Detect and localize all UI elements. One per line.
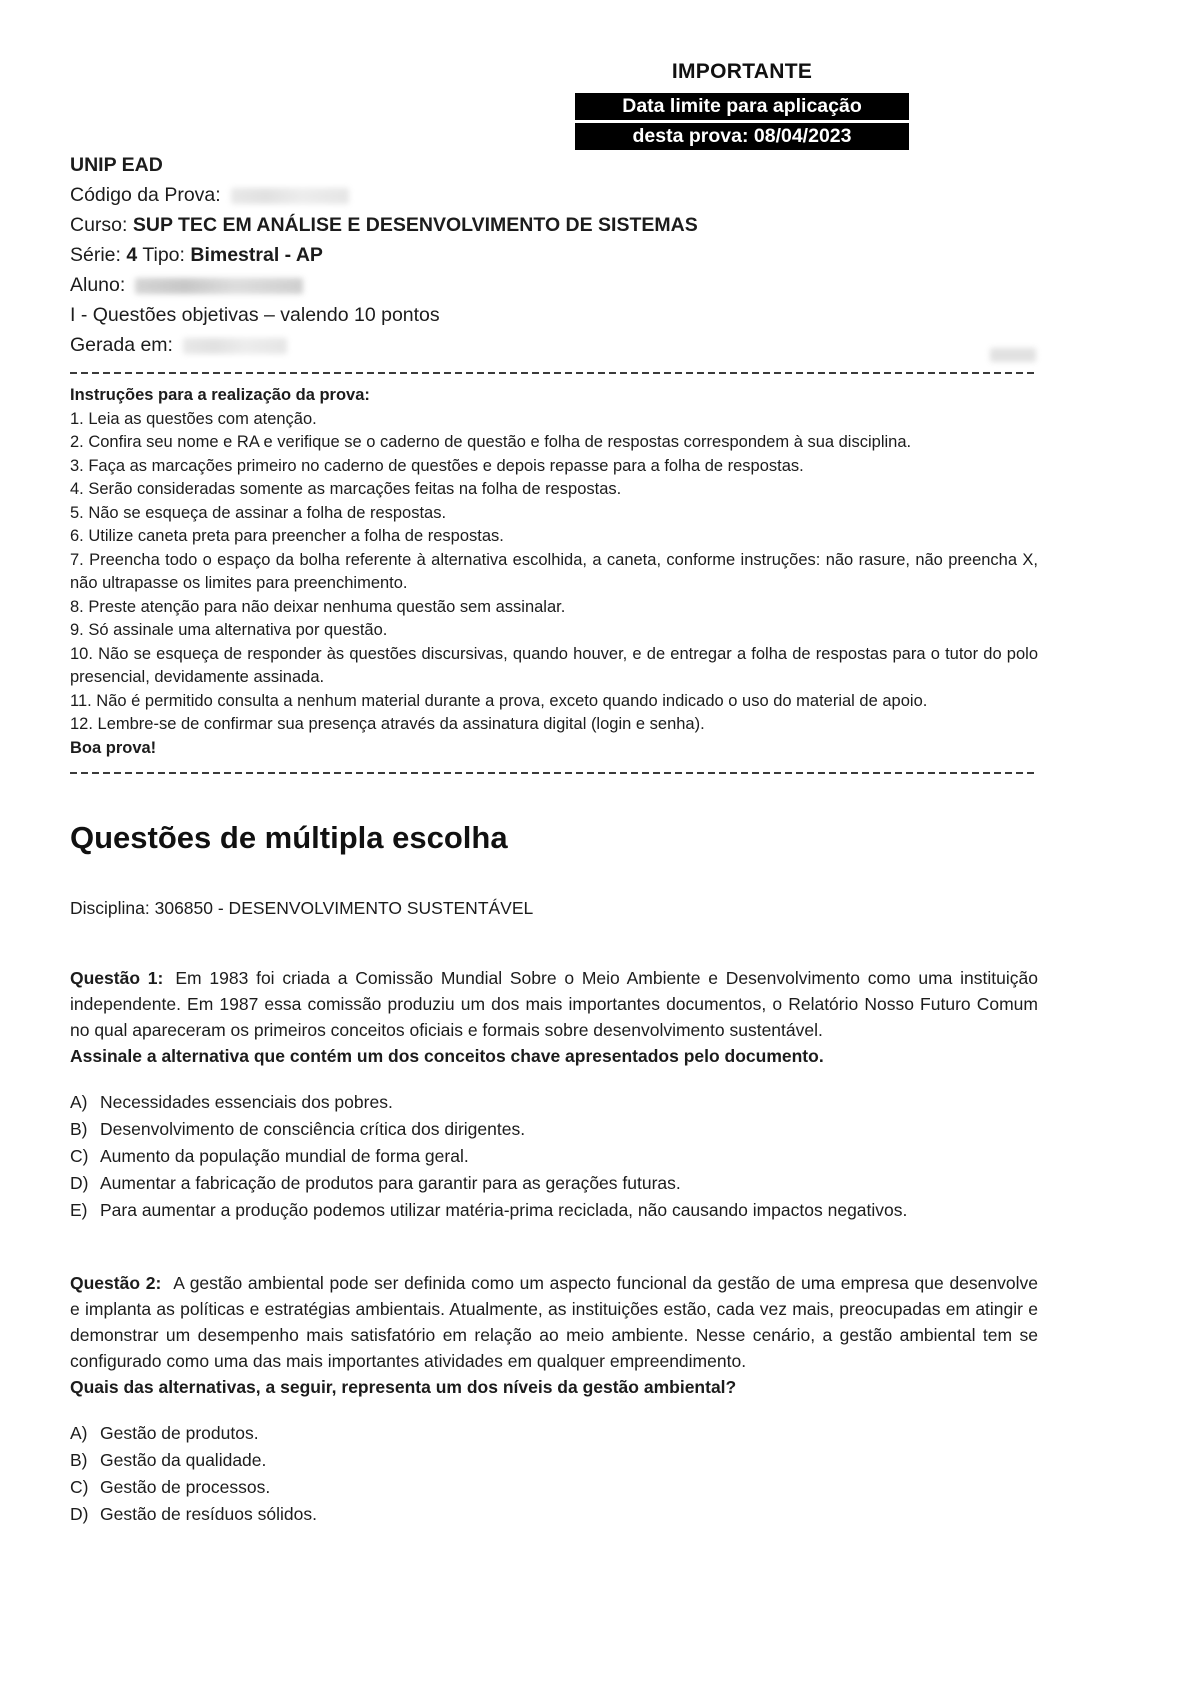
option-text: Para aumentar a produção podemos utilizar matéria-prima reciclada, não causando impactos negativos. xyxy=(100,1200,908,1220)
tipo-value: Bimestral - AP xyxy=(190,244,323,266)
dashed-separator-bottom xyxy=(70,772,1038,774)
instruction-item: 8. Preste atenção para não deixar nenhuma questão sem assinalar. xyxy=(70,597,566,616)
instruction-item: 7. Preencha todo o espaço da bolha referente à alternativa escolhida, a caneta, conforme instruções: não rasure, não preencha X, não ultrapasse os limites para preenchimento. xyxy=(70,550,1038,592)
instructions-block xyxy=(70,384,1038,760)
serie-value: 4 xyxy=(126,244,138,266)
importante-heading: IMPORTANTE xyxy=(671,60,813,83)
option-row xyxy=(70,1447,1038,1474)
dashed-separator-top xyxy=(70,372,1038,374)
option-letter: E) xyxy=(70,1200,88,1220)
instruction-item: 1. Leia as questões com atenção. xyxy=(70,409,317,428)
option-row xyxy=(70,1116,1038,1143)
question-1-text: Em 1983 foi criada a Comissão Mundial Sobre o Meio Ambiente e Desenvolvimento como uma instituição independente. Em 1987 essa comissão produziu um dos mais importantes documentos, o Relatório Nosso Futuro Comum no qual apareceram os primeiros conceitos oficiais e formais sobre desenvolvimento sustentável. xyxy=(70,968,1038,1040)
gerada-line xyxy=(70,330,1038,360)
curso-line xyxy=(70,210,1038,240)
question-1-body xyxy=(70,965,1038,1043)
question-1-options xyxy=(70,1089,1038,1224)
option-text: Gestão da qualidade. xyxy=(100,1450,267,1470)
question-2-body xyxy=(70,1270,1038,1374)
option-text: Necessidades essenciais dos pobres. xyxy=(100,1092,393,1112)
curso-value: SUP TEC EM ANÁLISE E DESENVOLVIMENTO DE SISTEMAS xyxy=(132,214,698,236)
aluno-label: Aluno: xyxy=(70,274,126,296)
option-letter: D) xyxy=(70,1173,89,1193)
instructions-footer: Boa prova! xyxy=(70,738,157,757)
instruction-item: 3. Faça as marcações primeiro no caderno de questões e depois repasse para a folha de respostas. xyxy=(70,456,804,475)
redacted-corner-mark xyxy=(990,348,1036,362)
instruction-item: 5. Não se esqueça de assinar a folha de respostas. xyxy=(70,503,447,522)
serie-label: Série: xyxy=(70,244,121,266)
option-text: Gestão de produtos. xyxy=(100,1423,259,1443)
deadline-line-1: Data limite para aplicação xyxy=(575,93,909,120)
option-text: Aumento da população mundial de forma geral. xyxy=(100,1146,469,1166)
aluno-line xyxy=(70,270,1038,300)
option-row xyxy=(70,1474,1038,1501)
question-2-prompt: Quais das alternativas, a seguir, representa um dos níveis da gestão ambiental? xyxy=(70,1377,737,1397)
instruction-item: 9. Só assinale uma alternativa por questão. xyxy=(70,621,388,639)
deadline-line-2: desta prova: 08/04/2023 xyxy=(575,123,909,150)
instruction-item: 4. Serão consideradas somente as marcações feitas na folha de respostas. xyxy=(70,480,622,498)
gerada-label: Gerada em: xyxy=(70,334,173,356)
question-2-text: A gestão ambiental pode ser definida como um aspecto funcional da gestão de uma empresa que desenvolve e implanta as políticas e estratégias ambientais. Atualmente, as instituições estão, cada vez mais, preocupadas em atingir e demonstrar um desempenho mais satisfatório em relação ao meio ambiente. Nesse cenário, a gestão ambiental tem se configurado como uma das mais importantes atividades em qualquer empreendimento. xyxy=(70,1273,1038,1371)
option-row xyxy=(70,1143,1038,1170)
instruction-item: 11. Não é permitido consulta a nenhum material durante a prova, exceto quando indicado o uso do material de apoio. xyxy=(70,691,928,710)
redacted-gerada-value xyxy=(183,338,287,354)
deadline-banner xyxy=(575,60,909,153)
serie-tipo-line xyxy=(70,240,1038,270)
option-row xyxy=(70,1420,1038,1447)
objetivas-line: I - Questões objetivas – valendo 10 pontos xyxy=(70,304,440,326)
instruction-item: 12. Lembre-se de confirmar sua presença através da assinatura digital (login e senha). xyxy=(70,715,705,733)
curso-label: Curso: xyxy=(70,214,128,236)
section-title: Questões de múltipla escolha xyxy=(70,820,508,855)
codigo-label: Código da Prova: xyxy=(70,184,221,206)
disciplina-line: Disciplina: 306850 - DESENVOLVIMENTO SUSTENTÁVEL xyxy=(70,898,534,918)
option-letter: A) xyxy=(70,1423,88,1443)
question-2-options xyxy=(70,1420,1038,1528)
redacted-aluno-value xyxy=(135,278,303,294)
question-2 xyxy=(70,1270,1038,1528)
org-name: UNIP EAD xyxy=(70,154,163,176)
option-letter: B) xyxy=(70,1119,88,1139)
option-text: Aumentar a fabricação de produtos para garantir para as gerações futuras. xyxy=(100,1173,681,1193)
question-1-prompt: Assinale a alternativa que contém um dos conceitos chave apresentados pelo documento. xyxy=(70,1046,824,1066)
instructions-title: Instruções para a realização da prova: xyxy=(70,386,370,404)
document-content xyxy=(70,150,1038,1528)
instruction-item: 2. Confira seu nome e RA e verifique se o caderno de questão e folha de respostas correspondem à sua disciplina. xyxy=(70,433,912,451)
tipo-label: Tipo: xyxy=(142,244,185,266)
option-row xyxy=(70,1170,1038,1197)
option-letter: A) xyxy=(70,1092,88,1112)
question-1 xyxy=(70,965,1038,1224)
option-text: Gestão de resíduos sólidos. xyxy=(100,1504,317,1524)
option-letter: C) xyxy=(70,1477,89,1497)
question-1-label: Questão 1: xyxy=(70,968,164,988)
option-text: Desenvolvimento de consciência crítica dos dirigentes. xyxy=(100,1119,526,1139)
question-2-label: Questão 2: xyxy=(70,1273,162,1293)
option-letter: B) xyxy=(70,1450,88,1470)
instruction-item: 6. Utilize caneta preta para preencher a folha de respostas. xyxy=(70,527,504,545)
instruction-item: 10. Não se esqueça de responder às questões discursivas, quando houver, e de entregar a folha de respostas para o tutor do polo presencial, devidamente assinada. xyxy=(70,644,1038,686)
codigo-line xyxy=(70,180,1038,210)
exam-header xyxy=(70,150,1038,360)
option-row xyxy=(70,1501,1038,1528)
option-letter: D) xyxy=(70,1504,89,1524)
redacted-codigo-value xyxy=(231,188,349,204)
option-row xyxy=(70,1089,1038,1116)
option-letter: C) xyxy=(70,1146,89,1166)
option-text: Gestão de processos. xyxy=(100,1477,271,1497)
option-row xyxy=(70,1197,1038,1224)
